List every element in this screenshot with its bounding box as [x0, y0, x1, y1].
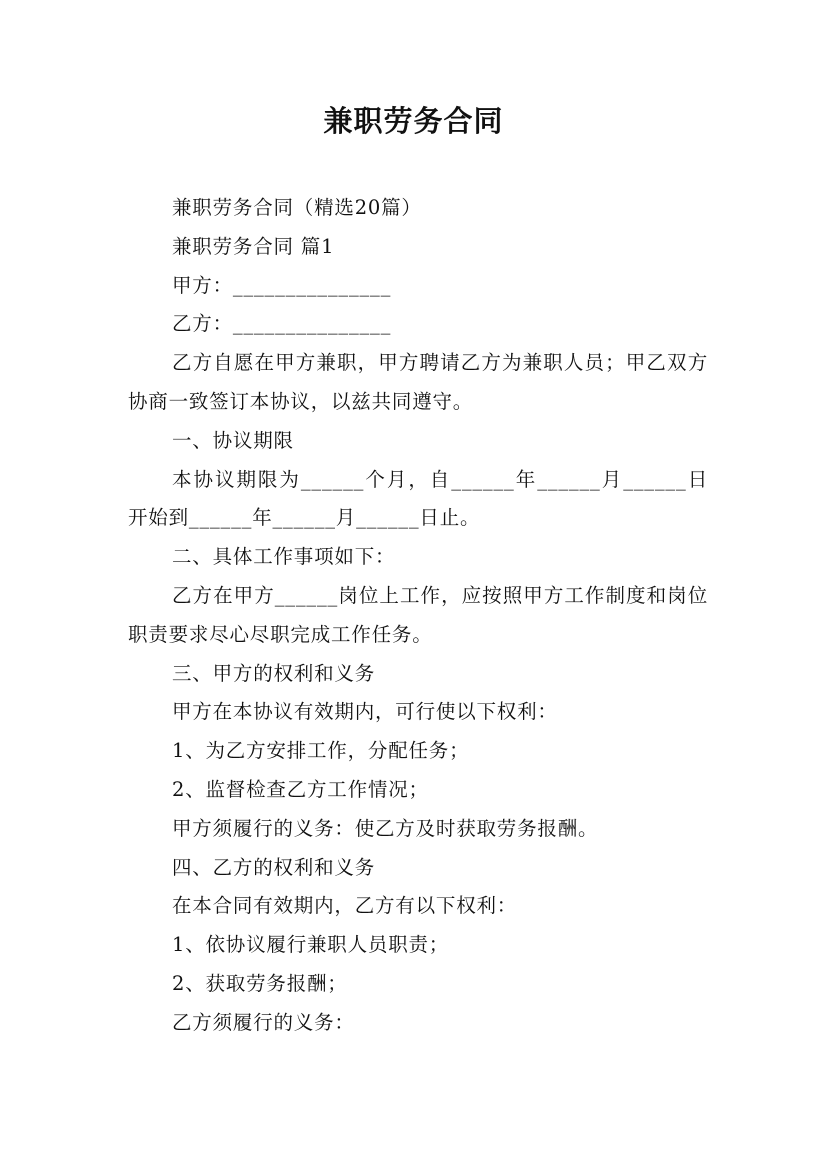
list-item: 1、依协议履行兼职人员职责；: [172, 933, 450, 957]
clause-heading: 二、具体工作事项如下：: [172, 545, 396, 569]
intro-paragraph: 乙方自愿在甲方兼职，甲方聘请乙方为兼职人员；甲乙双方协商一致签订本协议，以兹共同遵守。: [128, 351, 708, 413]
document-body: [128, 189, 708, 1043]
body-paragraph: 甲方在本协议有效期内，可行使以下权利：: [172, 700, 558, 724]
list-item: 2、监督检查乙方工作情况；: [172, 777, 429, 801]
party-b-line: 乙方：_______________: [172, 312, 392, 336]
body-paragraph: 在本合同有效期内，乙方有以下权利：: [172, 894, 518, 918]
list-item: 1、为乙方安排工作，分配任务；: [172, 739, 470, 763]
duty-paragraph: 乙方在甲方______岗位上工作，应按照甲方工作制度和岗位职责要求尽心尽职完成工作任务。: [128, 583, 708, 646]
subtitle-paragraph: 兼职劳务合同（精选20篇）: [172, 196, 422, 219]
clause-heading: 四、乙方的权利和义务: [172, 855, 376, 879]
term-paragraph: 本协议期限为______个月，自______年______月______日开始到______年______月______日止。: [128, 467, 708, 530]
body-paragraph: 甲方须履行的义务：使乙方及时获取劳务报酬。: [172, 816, 599, 840]
document-title: 兼职劳务合同: [323, 104, 504, 138]
list-item: 2、获取劳务报酬；: [172, 971, 348, 995]
section-heading: 兼职劳务合同 篇1: [172, 234, 335, 258]
party-a-line: 甲方：_______________: [172, 273, 392, 297]
clause-heading: 一、协议期限: [172, 428, 294, 452]
clause-heading: 三、甲方的权利和义务: [172, 661, 376, 685]
body-paragraph: 乙方须履行的义务：: [172, 1010, 355, 1034]
